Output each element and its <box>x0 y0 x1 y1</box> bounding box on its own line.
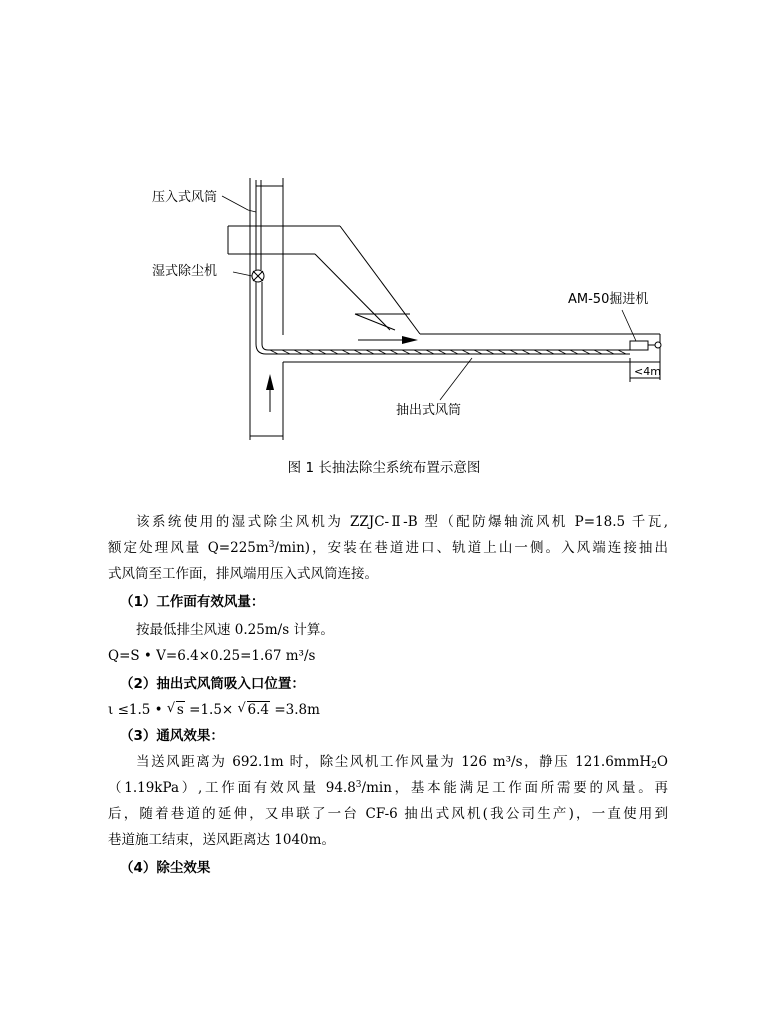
exhaust-duct-hatch <box>270 350 626 354</box>
paragraph-1-line-2: 额定处理风量 $Q=225m^3/\min$)，安装在巷道进口、轨道上山一侧。入风端连接抽出 <box>108 540 668 556</box>
ventilation-line-3: 后，随着巷道的延伸，又串联了一台 CF-6 抽出式风机(我公司生产)，一直使用到 <box>108 806 668 822</box>
incline-lower-wall <box>315 254 390 330</box>
heading-dust-removal-effect: （4）除尘效果 <box>120 860 211 876</box>
ventilation-line-2: （1.19kPa）,工作面有效风量 94.8$^3$/min，基本能满足工作面所需要的风量。再 <box>108 780 668 796</box>
ventilation-line-1: 当送风距离为 692.1m 时，除尘风机工作风量为 126 m³/s，静压 121.6mmH$_2$O <box>136 754 668 771</box>
incline-upper-wall <box>340 226 420 334</box>
heading-ventilation-effect: （3）通风效果： <box>120 728 224 744</box>
label-exhaust-duct: 抽出式风筒 <box>396 403 462 418</box>
airflow-arrow-right <box>358 336 418 344</box>
am50-machine <box>630 341 648 350</box>
ventilation-layout-diagram <box>0 0 768 450</box>
paragraph-1-line-1: 该系统使用的湿式除尘风机为 ZZJC-Ⅱ-B 型（配防爆轴流风机 P=18.5 千瓦, <box>136 514 668 530</box>
leader-machine <box>622 310 636 341</box>
ventilation-line-4: 巷道施工结束，送风距离达 1040m。 <box>108 832 335 848</box>
heading-inlet-position: （2）抽出式风筒吸入口位置： <box>120 676 305 692</box>
label-forced-duct: 压入式风筒 <box>152 190 218 205</box>
paragraph-1-line-3: 式风筒至工作面，排风端用压入式风筒连接。 <box>108 566 378 582</box>
airflow-arrow-up <box>266 374 274 412</box>
label-machine: AM-50掘进机 <box>568 292 649 307</box>
leader-wet-collector <box>233 272 252 276</box>
figure-caption: 图 1 长抽法除尘系统布置示意图 <box>287 460 481 476</box>
label-wet-collector: 湿式除尘机 <box>152 264 218 279</box>
heading-effective-airflow: （1）工作面有效风量： <box>120 594 265 610</box>
leader-exhaust-duct <box>440 358 472 400</box>
leader-forced-duct <box>222 196 256 212</box>
label-distance: <4m <box>634 365 661 378</box>
inlet-formula: ι ≤1.5 • √ s =1.5× √ 6.4 =3.8m <box>108 699 668 721</box>
airflow-basis-text: 按最低排尘风速 0.25m/s 计算。 <box>136 622 334 638</box>
airflow-formula: Q=S • V=6.4×0.25=1.67 m³/s <box>108 648 316 664</box>
